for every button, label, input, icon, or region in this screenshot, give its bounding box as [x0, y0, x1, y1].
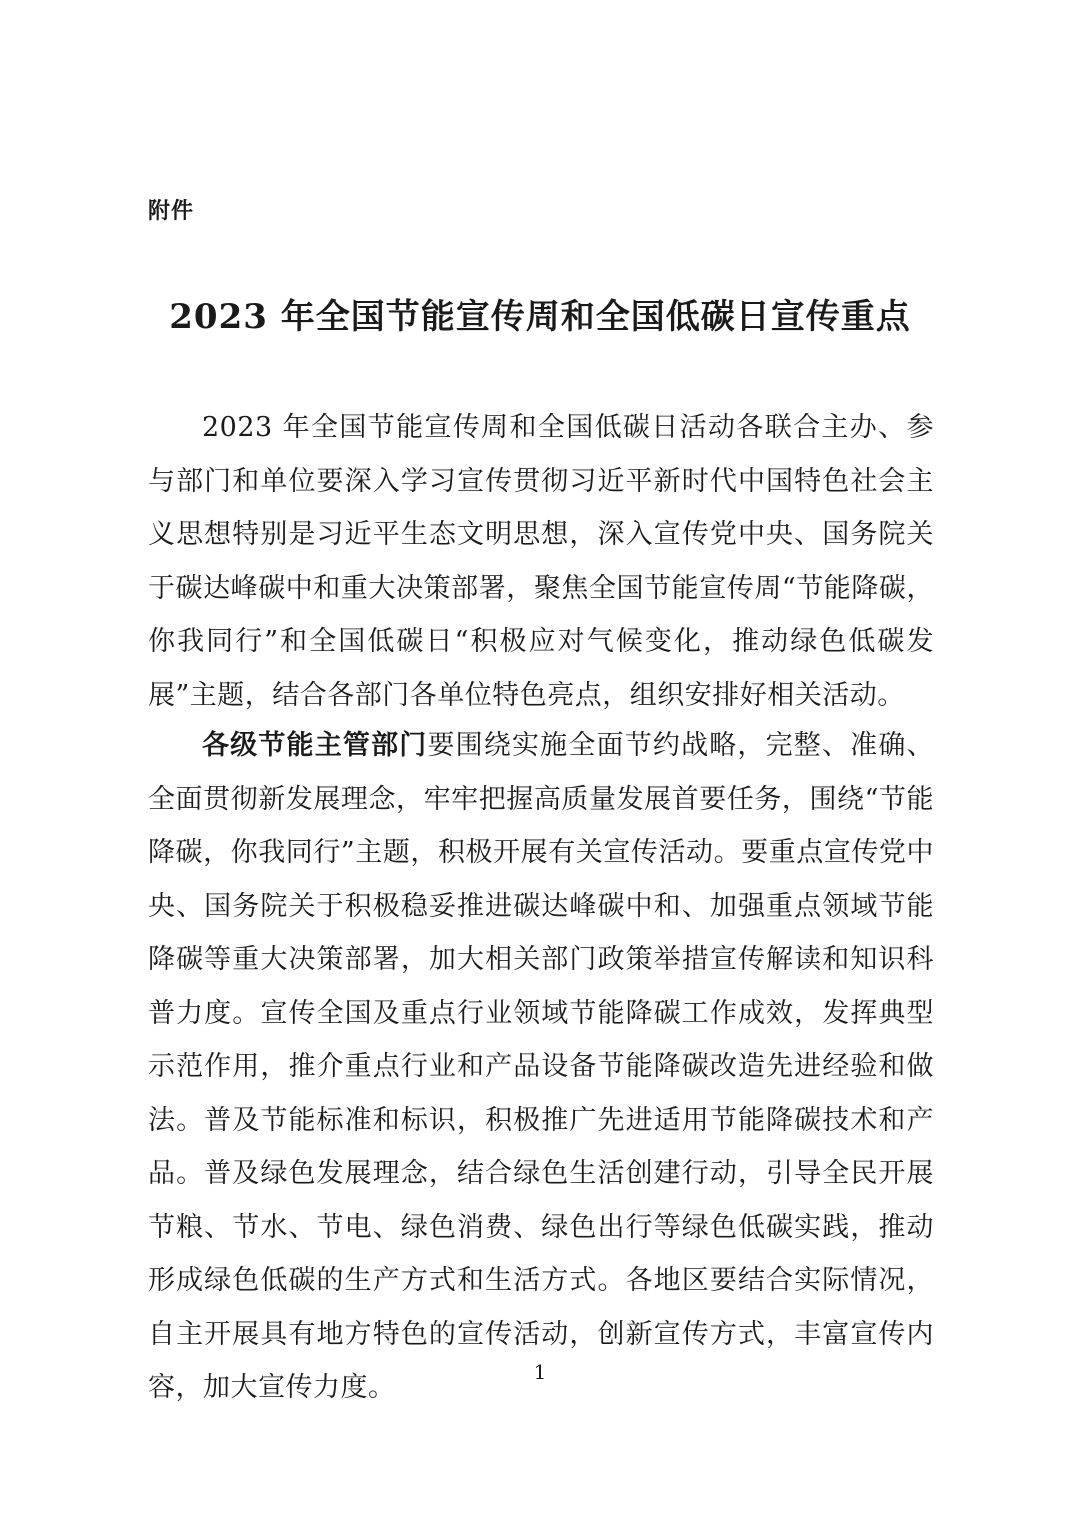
paragraph-energy-departments-text: 要围绕实施全面节约战略，完整、准确、全面贯彻新发展理念，牢牢把握高质量发展首要任务，围绕“节能降碳，你我同行”主题，积极开展有关宣传活动。要重点宣传党中央、国务院关于积极稳妥推进碳达峰碳中和、加强重点领域节能降碳等重大决策部署，加大相关部门政策举措宣传解读和知识科普力度。宣传全国及重点行业领域节能降碳工作成效，发挥典型示范作用，推介重点行业和产品设备节能降碳改造先进经验和做法。普及节能标准和标识，积极推广先进适用节能降碳技术和产品。普及绿色发展理念，结合绿色生活创建行动，引导全民开展节粮、节水、节电、绿色消费、绿色出行等绿色低碳实践，推动形成绿色低碳的生产方式和生活方式。各地区要结合实际情况，自主开展具有地方特色的宣传活动，创新宣传方式，丰富宣传内容，加大宣传力度。 [148, 730, 935, 1403]
document-title: 2023 年全国节能宣传周和全国低碳日宣传重点 [169, 297, 911, 337]
page-number: 1 [533, 1360, 547, 1384]
paragraph-intro [148, 401, 934, 722]
paragraph-energy-departments [148, 719, 934, 1415]
attachment-label: 附件 [148, 199, 195, 224]
paragraph-intro-text: 2023 年全国节能宣传周和全国低碳日活动各联合主办、参与部门和单位要深入学习宣传贯彻习近平新时代中国特色社会主义思想特别是习近平生态文明思想，深入宣传党中央、国务院关于碳达峰碳中和重大决策部署，聚焦全国节能宣传周“节能降碳，你我同行”和全国低碳日“积极应对气候变化，推动绿色低碳发展”主题，结合各部门各单位特色亮点，组织安排好相关活动。 [148, 412, 934, 711]
paragraph-energy-departments-lead: 各级节能主管部门 [202, 730, 428, 761]
